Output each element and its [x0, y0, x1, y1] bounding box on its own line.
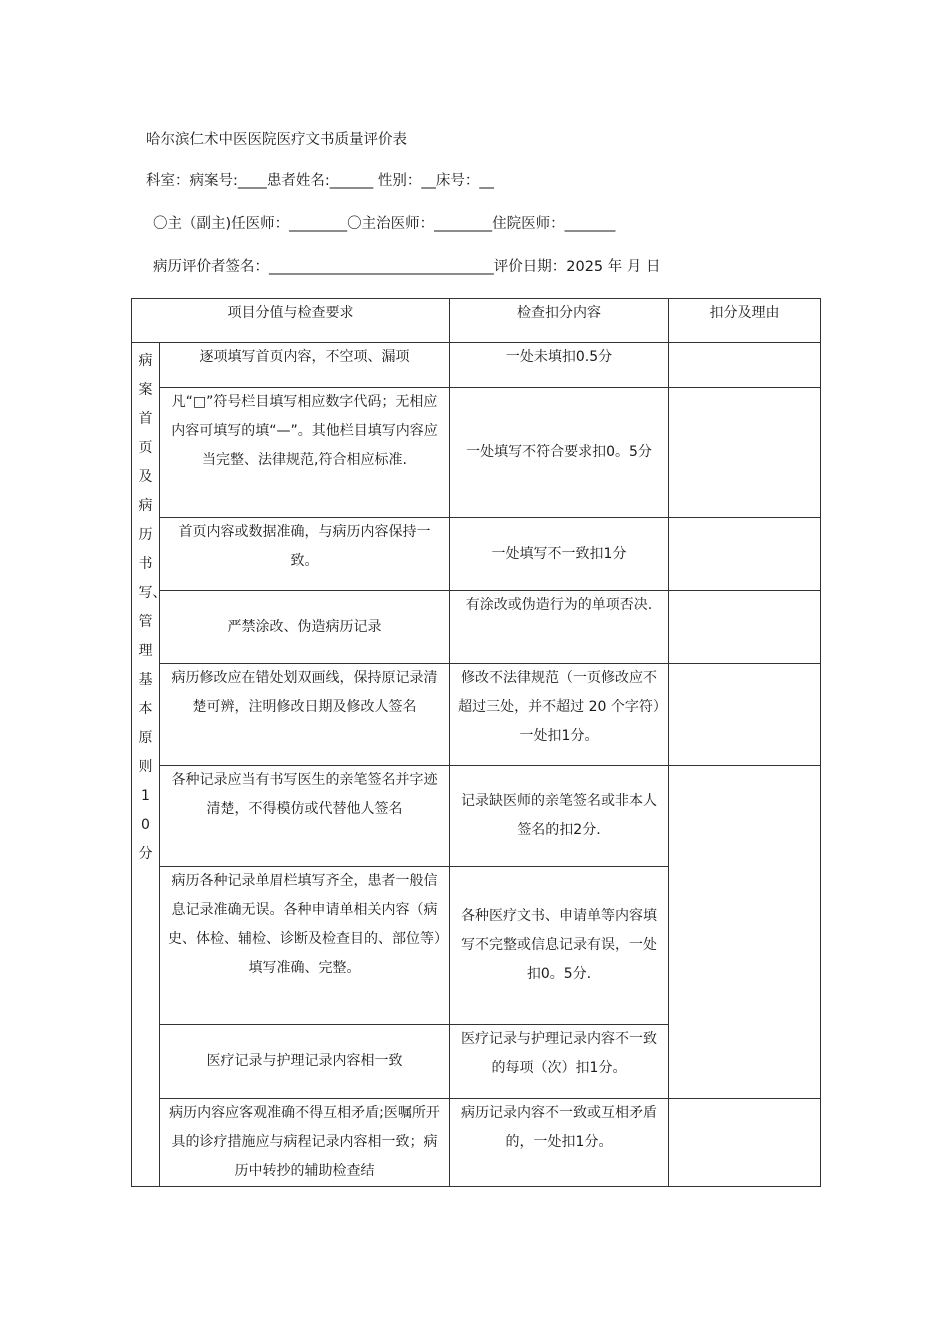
requirement-cell: 病历内容应客观准确不得互相矛盾;医嘱所开具的诊疗措施应与病程记录内容相一致；病历中转抄的辅助检查结	[160, 1099, 450, 1187]
header-deduction: 检查扣分内容	[450, 299, 669, 343]
category-cell	[132, 343, 167, 1187]
deduction-cell: 有涂改或伪造行为的单项否决.	[450, 591, 669, 664]
requirement-cell: 医疗记录与护理记录内容相一致	[160, 1025, 450, 1099]
header-item: 项目分值与检查要求	[132, 299, 450, 343]
table-row	[132, 591, 821, 664]
info-line: 科室：病案号:____患者姓名:______ 性别：__床号：__	[146, 173, 494, 189]
deduction-cell: 修改不法律规范（一页修改应不超过三处，并不超过 20 个字符）一处扣1分。	[450, 664, 669, 766]
requirement-cell: 病历修改应在错处划双画线，保持原记录清楚可辨，注明修改日期及修改人签名	[160, 664, 450, 766]
evaluator-line: 病历评价者签名：_______________________________评价日期：2025 年 月 日	[153, 259, 661, 275]
requirement-cell: 各种记录应当有书写医生的亲笔签名并字迹清楚，不得模仿或代替他人签名	[160, 766, 450, 867]
deduction-cell: 各种医疗文书、申请单等内容填写不完整或信息记录有误，一处扣0。5分.	[450, 867, 669, 1025]
reason-input-cell[interactable]	[669, 343, 821, 388]
table-row	[132, 388, 821, 518]
deduction-cell: 一处未填扣0.5分	[450, 343, 669, 388]
deduction-cell: 病历记录内容不一致或互相矛盾的，一处扣1分。	[450, 1099, 669, 1187]
requirement-cell: 首页内容或数据准确，与病历内容保持一致。	[160, 518, 450, 591]
header-reason: 扣分及理由	[669, 299, 821, 343]
doctor-line: 〇主（副主)任医师：________〇主治医师：________住院医师：_______	[153, 216, 616, 232]
deduction-cell: 记录缺医师的亲笔签名或非本人签名的扣2分.	[450, 766, 669, 867]
requirement-cell: 逐项填写首页内容，不空项、漏项	[160, 343, 450, 388]
deduction-cell: 一处填写不符合要求扣0。5分	[450, 388, 669, 518]
table-row	[132, 766, 821, 867]
requirement-cell: 病历各种记录单眉栏填写齐全，患者一般信息记录准确无误。各种申请单相关内容（病史、体检、辅检、诊断及检查目的、部位等）填写准确、完整。	[160, 867, 450, 1025]
requirement-cell: 凡“□”符号栏目填写相应数字代码；无相应内容可填写的填“—”。其他栏目填写内容应当完整、法律规范,符合相应标准.	[160, 388, 450, 518]
reason-input-cell[interactable]	[669, 518, 821, 591]
table-row	[132, 518, 821, 591]
document-title: 哈尔滨仁术中医医院医疗文书质量评价表	[146, 132, 407, 148]
deduction-cell: 一处填写不一致扣1分	[450, 518, 669, 591]
reason-input-cell[interactable]	[669, 766, 821, 1099]
reason-input-cell[interactable]	[669, 591, 821, 664]
reason-input-cell[interactable]	[669, 388, 821, 518]
table-row	[132, 343, 821, 388]
category-label: 病案首页及病历书写、管理基本原则10分	[138, 353, 167, 862]
table-row	[132, 664, 821, 766]
deduction-cell: 医疗记录与护理记录内容不一致的每项（次）扣1分。	[450, 1025, 669, 1099]
table-row	[132, 1099, 821, 1187]
evaluation-table	[131, 298, 821, 1187]
reason-input-cell[interactable]	[669, 1099, 821, 1187]
requirement-cell: 严禁涂改、伪造病历记录	[160, 591, 450, 664]
reason-input-cell[interactable]	[669, 664, 821, 766]
